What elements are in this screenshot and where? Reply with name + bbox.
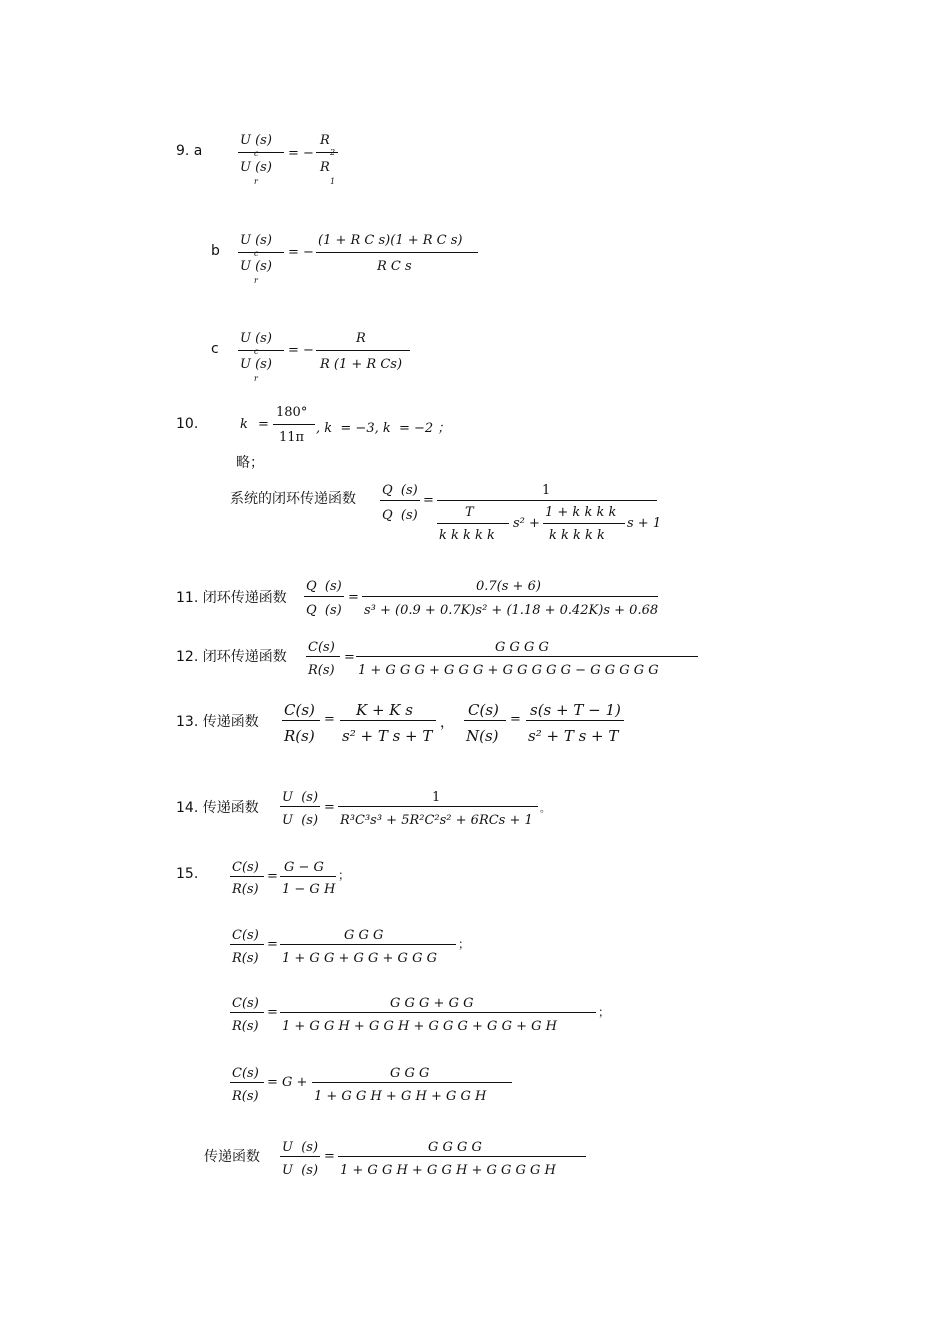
- p13-num1: K + K s: [356, 701, 413, 719]
- p9b-lhs-bar: [238, 252, 284, 253]
- p9a-lhs-den: U (s): [240, 160, 272, 175]
- p9a-rhs-num-sub: 2: [330, 148, 336, 157]
- p15e3-lhs-num: C(s): [232, 996, 259, 1011]
- p13-lhs2-num: C(s): [468, 701, 499, 719]
- p9a-lhs-bar: [238, 152, 284, 153]
- p13-bar2: [526, 720, 624, 721]
- p12-lhs-bar: [306, 656, 340, 657]
- p9b-lhs-num: U (s): [240, 233, 272, 248]
- p10-cl-t: T: [465, 505, 474, 520]
- p14-lhs-den: U (s): [282, 813, 319, 828]
- p15e1-den: 1 − G H: [282, 882, 336, 897]
- p9a-sub-r: r: [254, 177, 258, 186]
- p13-eq1: =: [324, 712, 335, 727]
- p9b-rhs-den: R C s: [377, 259, 412, 274]
- p9c-lhs-num: U (s): [240, 331, 272, 346]
- p10-cl-tail: s + 1: [627, 516, 662, 531]
- p14-eq: =: [324, 800, 335, 815]
- problem-10-label: 10.: [176, 416, 199, 432]
- p15e1-semi: ；: [338, 868, 351, 882]
- problem-11-label: 11. 闭环传递函数: [176, 590, 287, 606]
- p15e5-eq: =: [324, 1149, 335, 1164]
- p9c-rhs-den: R (1 + R Cs): [320, 357, 403, 372]
- p15e3-eq: =: [267, 1005, 278, 1020]
- p15e5-lhs-den: U (s): [282, 1163, 319, 1178]
- p9c-lhs-den: U (s): [240, 357, 272, 372]
- problem-12-label: 12. 闭环传递函数: [176, 649, 287, 665]
- p13-den1: s² + T s + T: [342, 727, 433, 745]
- p15e2-lhs-num: C(s): [232, 928, 259, 943]
- p14-bar: [338, 806, 538, 807]
- p9a-rhs-num: R: [320, 133, 330, 148]
- problem-15-label: 15.: [176, 866, 199, 882]
- p9c-sub-c: c: [254, 347, 259, 356]
- p13-den2: s² + T s + T: [528, 727, 619, 745]
- p15e1-lhs-den: R(s): [232, 882, 259, 897]
- p15e5-lhs-bar: [280, 1156, 320, 1157]
- p11-lhs-den: Q (s): [306, 603, 342, 618]
- p9a-rhs-den: R: [320, 160, 330, 175]
- p13-lhs1-den: R(s): [284, 727, 315, 745]
- p15e1-eq: =: [267, 869, 278, 884]
- p12-lhs-den: R(s): [308, 663, 335, 678]
- p13-lhs2-den: N(s): [466, 727, 499, 745]
- p10-cl-lhs-den: Q (s): [382, 508, 418, 523]
- p9c-rhs-num: R: [356, 331, 366, 346]
- p15e2-num: G G G: [344, 928, 384, 943]
- problem-13-label: 13. 传递函数: [176, 714, 259, 730]
- p15e3-num: G G G + G G: [390, 996, 474, 1011]
- p10-num: 180°: [276, 405, 308, 420]
- p10-cl-tk: k k k k k: [439, 528, 495, 543]
- problem-9a-label: 9. a: [176, 143, 203, 159]
- p11-lhs-num: Q (s): [306, 579, 342, 594]
- p12-lhs-num: C(s): [308, 640, 335, 655]
- p15e3-bar: [280, 1012, 596, 1013]
- p10-cl-mid-bar: [543, 523, 625, 524]
- p15e2-semi: ；: [458, 937, 471, 951]
- p15e4-den: 1 + G G H + G H + G G H: [314, 1089, 487, 1104]
- p15e4-lhs-num: C(s): [232, 1066, 259, 1081]
- p15e5-bar: [338, 1156, 586, 1157]
- p10-rest: , k = −3, k = −2 ；: [316, 421, 451, 436]
- p10-cl-s2: s² +: [513, 516, 540, 531]
- p15e2-bar: [280, 944, 456, 945]
- p15e5-den: 1 + G G H + G G H + G G G G H: [340, 1163, 556, 1178]
- p12-den: 1 + G G G + G G G + G G G G G − G G G G G: [358, 663, 659, 678]
- p11-eq: =: [348, 590, 359, 605]
- p10-cl-bar: [437, 500, 657, 501]
- p15e5-lhs-num: U (s): [282, 1140, 319, 1155]
- p10-cl-lhs-num: Q (s): [382, 483, 418, 498]
- p12-bar: [356, 656, 698, 657]
- p9a-lhs-num: U (s): [240, 133, 272, 148]
- p15e3-lhs-bar: [230, 1012, 264, 1013]
- p13-lhs2-bar: [464, 720, 506, 721]
- p15e1-num: G − G: [284, 860, 324, 875]
- p9b-rhs-bar: [316, 252, 478, 253]
- p9a-sub-c: c: [254, 149, 259, 158]
- p10-note: 略；: [236, 455, 264, 471]
- p10-cl-t-bar: [437, 523, 509, 524]
- p15e1-bar: [280, 876, 336, 877]
- p11-num: 0.7(s + 6): [476, 579, 541, 594]
- p15e5-num: G G G G: [428, 1140, 482, 1155]
- p11-den: s³ + (0.9 + 0.7K)s² + (1.18 + 0.42K)s + 0.68: [364, 603, 659, 618]
- p10-k0: k: [240, 417, 248, 432]
- p15e4-num: G G G: [390, 1066, 430, 1081]
- p13-lhs1-num: C(s): [284, 701, 315, 719]
- p15e3-semi: ；: [598, 1005, 611, 1019]
- p14-end: 。: [540, 804, 550, 815]
- p15e4-lhs-den: R(s): [232, 1089, 259, 1104]
- p15e2-den: 1 + G G + G G + G G G: [282, 951, 437, 966]
- p15e4-lhs-bar: [230, 1082, 264, 1083]
- p15e2-lhs-bar: [230, 944, 264, 945]
- p10-cl-label: 系统的闭环传递函数: [230, 491, 356, 507]
- problem-9b-label: b: [211, 243, 220, 259]
- p9b-sub-r: r: [254, 276, 258, 285]
- p14-num: 1: [432, 790, 441, 805]
- p15e3-den: 1 + G G H + G G H + G G G + G G + G H: [282, 1019, 557, 1034]
- p9c-rhs-bar: [316, 350, 410, 351]
- p10-bar: [273, 424, 315, 425]
- p13-sep: ，: [440, 715, 454, 731]
- p12-eq: =: [344, 650, 355, 665]
- p9b-sub-c: c: [254, 249, 259, 258]
- p9b-eq: = −: [288, 245, 314, 260]
- p14-lhs-num: U (s): [282, 790, 319, 805]
- p9c-lhs-bar: [238, 350, 284, 351]
- p10-cl-mid: 1 + k k k k: [545, 505, 617, 520]
- p9a-rhs-bar: [316, 152, 338, 153]
- p10-cl-midden: k k k k k: [549, 528, 605, 543]
- p15e2-lhs-den: R(s): [232, 951, 259, 966]
- p9a-rhs-den-sub: 1: [330, 177, 336, 186]
- p14-lhs-bar: [280, 806, 320, 807]
- p13-lhs1-bar: [282, 720, 320, 721]
- p11-lhs-bar: [304, 596, 344, 597]
- p15e2-eq: =: [267, 937, 278, 952]
- problem-14-label: 14. 传递函数: [176, 800, 259, 816]
- p10-cl-eq: =: [423, 493, 434, 508]
- p13-num2: s(s + T − 1): [530, 701, 621, 719]
- p9b-lhs-den: U (s): [240, 259, 272, 274]
- p9b-rhs-num: (1 + R C s)(1 + R C s): [318, 233, 463, 248]
- p15e4-pre: = G +: [267, 1075, 308, 1090]
- p10-den: 11π: [279, 430, 305, 445]
- p15e1-lhs-bar: [230, 876, 264, 877]
- p15e5-label: 传递函数: [204, 1149, 260, 1165]
- p13-eq2: =: [510, 712, 521, 727]
- p10-cl-lhs-bar: [380, 500, 420, 501]
- p11-bar: [362, 596, 658, 597]
- p15e4-bar: [312, 1082, 512, 1083]
- p13-bar1: [340, 720, 436, 721]
- p14-den: R³C³s³ + 5R²C²s² + 6RCs + 1: [340, 813, 533, 828]
- p12-num: G G G G: [495, 640, 549, 655]
- problem-9c-label: c: [211, 341, 219, 357]
- p9c-sub-r: r: [254, 374, 258, 383]
- p15e3-lhs-den: R(s): [232, 1019, 259, 1034]
- p9a-eq: = −: [288, 146, 314, 161]
- p9c-eq: = −: [288, 343, 314, 358]
- p15e1-lhs-num: C(s): [232, 860, 259, 875]
- p10-cl-num: 1: [542, 483, 551, 498]
- p10-eq: =: [258, 417, 269, 432]
